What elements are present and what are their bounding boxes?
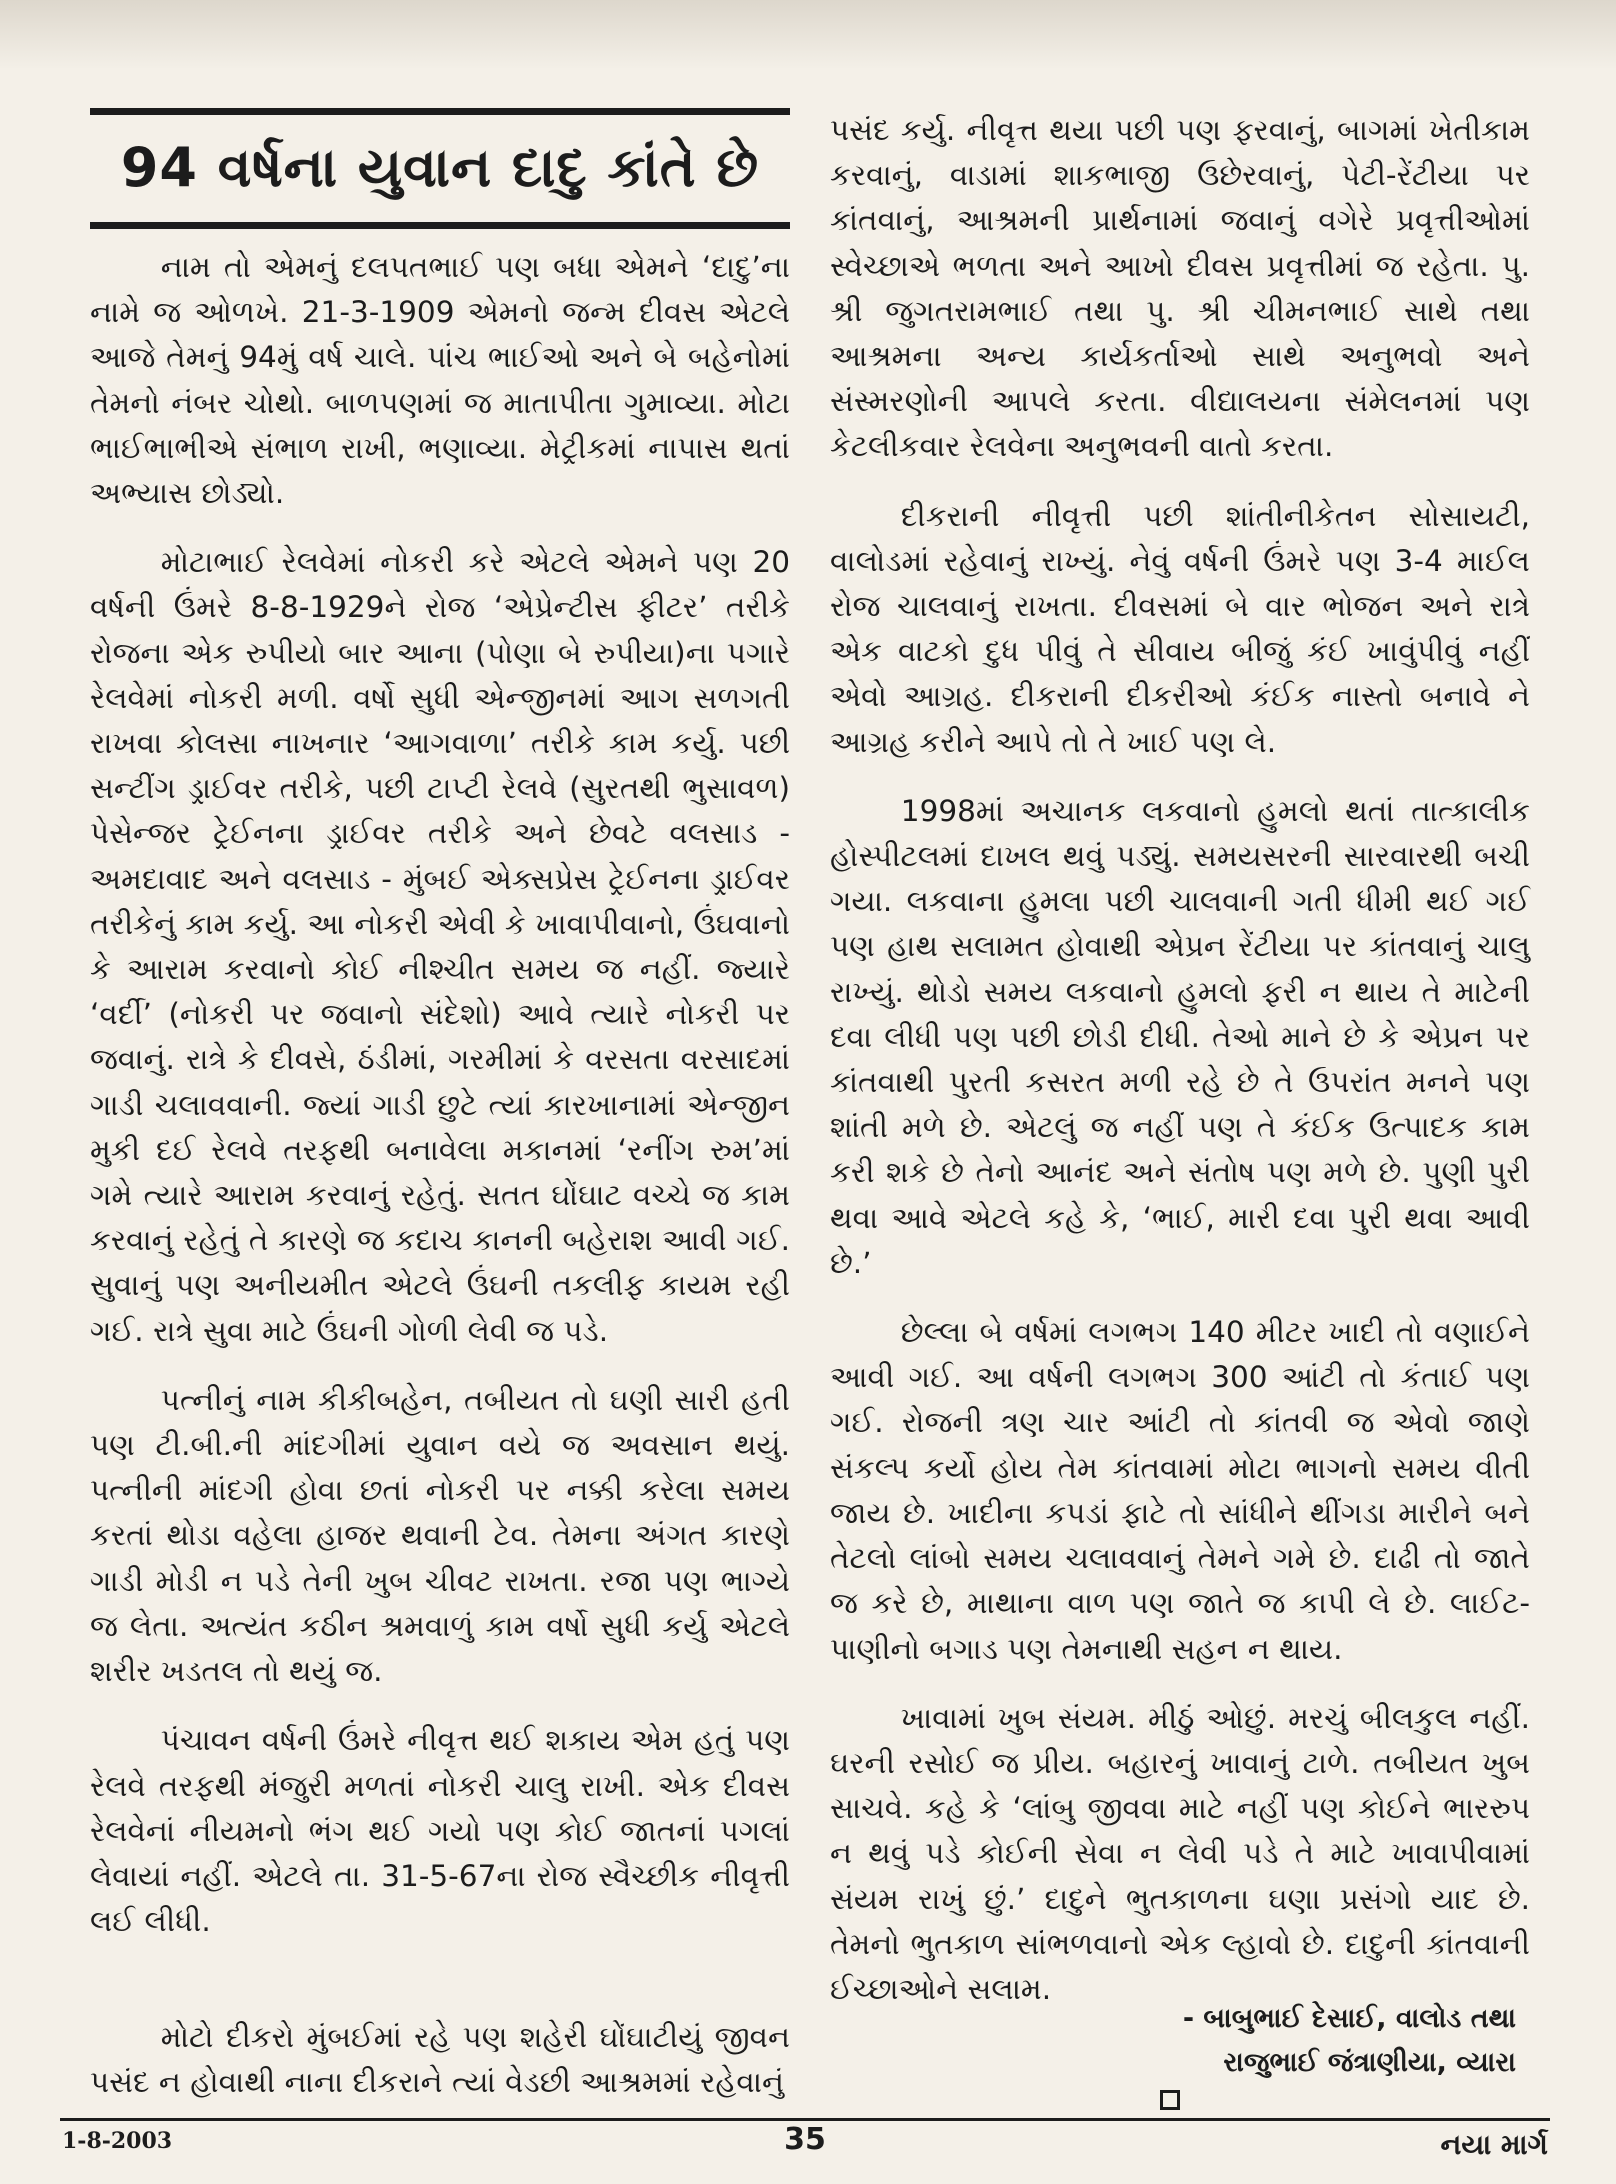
paragraph: પસંદ કર્યુ. નીવૃત્ત થયા પછી પણ ફરવાનું, બાગમાં ખેતીકામ કરવાનું, વાડામાં શાકભાજી ઉછેરવાનું, પેટી-રેંટીયા પર કાંતવાનું, આશ્રમની પ્રાર્થનામાં જવાનું વગેરે પ્રવૃત્તીઓમાં સ્વેચ્છાએ ભળતા અને આખો દીવસ પ્રવૃત્તીમાં જ રહેતા. પુ. શ્રી જુગતરામભાઈ તથા પુ. શ્રી ચીમનભાઈ સાથે તથા આશ્રમના અન્ય કાર્યકર્તાઓ સાથે અનુભવો અને સંસ્મરણોની આપલે કરતા. વીદ્યાલયના સંમેલનમાં પણ કેટલીકવાર રેલવેના અનુભવની વાતો કરતા.	[830, 113, 1530, 464]
paragraph: ખાવામાં ખુબ સંયમ. મીઠું ઓછું. મરચું બીલકુલ નહીં. ઘરની રસોઈ જ પ્રીય. બહારનું ખાવાનું ટાળે. તબીયત ખુબ સાચવે. કહે કે ‘લાંબુ જીવવા માટે નહીં પણ કોઈને ભારરુપ ન થવું પડે કોઈની સેવા ન લેવી પડે તે માટે ખાવાપીવામાં સંયમ રાખું છું.’ દાદુને ભુતકાળના ઘણા પ્રસંગો યાદ છે. તેમનો ભુતકાળ સાંભળવાનો એક લ્હાવો છે. દાદુની કાંતવાની ઈચ્છાઓને સલામ.	[830, 1700, 1530, 2006]
page-number: 35	[784, 2122, 826, 2157]
paragraph: 1998માં અચાનક લકવાનો હુમલો થતાં તાત્કાલીક હોસ્પીટલમાં દાખલ થવું પડ્યું. સમયસરની સારવારથી બચી ગયા. લકવાના હુમલા પછી ચાલવાની ગતી ધીમી થઈ ગઈ પણ હાથ સલામત હોવાથી એપ્રન રેંટીયા પર કાંતવાનું ચાલુ રાખ્યું. થોડો સમય લકવાનો હુમલો ફરી ન થાય તે માટેની દવા લીધી પણ પછી છોડી દીધી. તેઓ માને છે કે એપ્રન પર કાંતવાથી પુરતી કસરત મળી રહે છે તે ઉપરાંત મનને પણ શાંતી મળે છે. એટલું જ નહીં પણ તે કંઈક ઉત્પાદક કામ કરી શકે છે તેનો આનંદ અને સંતોષ પણ મળે છે. પુણી પુરી થવા આવે એટલે કહે કે, ‘ભાઈ, મારી દવા પુરી થવા આવી છે.’	[830, 793, 1530, 1280]
paragraph: મોટાભાઈ રેલવેમાં નોકરી કરે એટલે એમને પણ 20 વર્ષની ઉંમરે 8-8-1929ને રોજ ‘એપ્રેન્ટીસ ફીટર’ તરીકે રોજના એક રુપીયો બાર આના (પોણા બે રુપીયા)ના પગારે રેલવેમાં નોકરી મળી. વર્ષો સુધી એન્જીનમાં આગ સળગતી રાખવા કોલસા નાખનાર ‘આગવાળા’ તરીકે કામ કર્યુ. પછી સન્ટીંગ ડ્રાઈવર તરીકે, પછી ટાપ્ટી રેલવે (સુરતથી ભુસાવળ) પેસેન્જર ટ્રેઈનના ડ્રાઈવર તરીકે અને છેવટે વલસાડ - અમદાવાદ અને વલસાડ - મુંબઈ એક્સપ્રેસ ટ્રેઈનના ડ્રાઈવર તરીકેનું કામ કર્યુ. આ નોકરી એવી કે ખાવાપીવાનો, ઉંઘવાનો કે આરામ કરવાનો કોઈ નીશ્ચીત સમય જ નહીં. જ્યારે ‘વર્દી’ (નોકરી પર જવાનો સંદેશો) આવે ત્યારે નોકરી પર જવાનું. રાત્રે કે દીવસે, ઠંડીમાં, ગરમીમાં કે વરસતા વરસાદમાં ગાડી ચલાવવાની. જ્યાં ગાડી છુટે ત્યાં કારખાનામાં એન્જીન મુકી દઈ રેલવે તરફથી બનાવેલા મકાનમાં ‘રનીંગ રુમ’માં ગમે ત્યારે આરામ કરવાનું રહેતું. સતત ઘોંઘાટ વચ્ચે જ કામ કરવાનું રહેતું તે કારણે જ કદાચ કાનની બહેરાશ આવી ગઈ. સુવાનું પણ અનીયમીત એટલે ઉંઘની તકલીફ કાયમ રહી ગઈ. રાત્રે સુવા માટે ઉંઘની ગોળી લેવી જ પડે.	[90, 545, 790, 1348]
left-column-bottom	[90, 2015, 790, 2105]
right-column	[830, 108, 1530, 2012]
end-mark-icon	[1160, 2090, 1180, 2110]
author-signature-2: રાજુભાઈ જંત્રાણીયા, વ્યારા	[1223, 2047, 1516, 2078]
paragraph: પત્નીનું નામ કીકીબહેન, તબીયત તો ઘણી સારી હતી પણ ટી.બી.ની માંદગીમાં યુવાન વયે જ અવસાન થયું. પત્નીની માંદગી હોવા છતાં નોકરી પર નક્કી કરેલા સમય કરતાં થોડા વહેલા હાજર થવાની ટેવ. તેમના અંગત કારણે ગાડી મોડી ન પડે તેની ખુબ ચીવટ રાખતા. રજા પણ ભાગ્યે જ લેતા. અત્યંત કઠીન શ્રમવાળું કામ વર્ષો સુધી કર્યુ એટલે શરીર ખડતલ તો થયું જ.	[90, 1382, 790, 1689]
headline-top-rule	[90, 108, 790, 115]
top-scan-strip	[0, 0, 1616, 70]
paragraph: દીકરાની નીવૃત્તી પછી શાંતીનીકેતન સોસાયટી, વાલોડમાં રહેવાનું રાખ્યું. નેવું વર્ષની ઉંમરે પણ 3-4 માઈલ રોજ ચાલવાનું રાખતા. દીવસમાં બે વાર ભોજન અને રાત્રે એક વાટકો દુધ પીવું તે સીવાય બીજું કંઈ ખાવુંપીવું નહીં એવો આગ્રહ. દીકરાની દીકરીઓ કંઈક નાસ્તો બનાવે ને આગ્રહ કરીને આપે તો તે ખાઈ પણ લે.	[830, 498, 1530, 759]
footer-rule	[60, 2118, 1550, 2121]
paragraph: નામ તો એમનું દલપતભાઈ પણ બધા એમને ‘દાદુ’ના નામે જ ઓળખે. 21-3-1909 એમનો જન્મ દીવસ એટલે આજે તેમનું 94મું વર્ષ ચાલે. પાંચ ભાઈઓ અને બે બહેનોમાં તેમનો નંબર ચોથો. બાળપણમાં જ માતાપીતા ગુમાવ્યા. મોટા ભાઈભાભીએ સંભાળ રાખી, ભણાવ્યા. મેટ્રીકમાં નાપાસ થતાં અભ્યાસ છોડ્યો.	[90, 250, 790, 511]
issue-date: 1-8-2003	[62, 2128, 173, 2154]
paragraph: મોટો દીકરો મુંબઈમાં રહે પણ શહેરી ઘોંઘાટીયું જીવન પસંદ ન હોવાથી નાના દીકરાને ત્યાં વેડછી આશ્રમમાં રહેવાનું	[90, 2020, 790, 2100]
article-title: 94 વર્ષના યુવાન દાદુ કાંતે છે	[120, 136, 760, 199]
paragraph: છેલ્લા બે વર્ષમાં લગભગ 140 મીટર ખાદી તો વણાઈને આવી ગઈ. આ વર્ષની લગભગ 300 આંટી તો કંતાઈ પણ ગઈ. રોજની ત્રણ ચાર આંટી તો કાંતવી જ એવો જાણે સંકલ્પ કર્યો હોય તેમ કાંતવામાં મોટા ભાગનો સમય વીતી જાય છે. ખાદીના કપડાં ફાટે તો સાંધીને થીંગડા મારીને બને તેટલો લાંબો સમય ચલાવવાનું તેમને ગમે છે. દાઢી તો જાતે જ કરે છે, માથાના વાળ પણ જાતે જ કાપી લે છે. લાઈટ-પાણીનો બગાડ પણ તેમનાથી સહન ન થાય.	[830, 1315, 1530, 1666]
left-column	[90, 245, 790, 1944]
paragraph: પંચાવન વર્ષની ઉંમરે નીવૃત્ત થઈ શકાય એમ હતું પણ રેલવે તરફથી મંજુરી મળતાં નોકરી ચાલુ રાખી. એક દીવસ રેલવેનાં નીયમનો ભંગ થઈ ગયો પણ કોઈ જાતનાં પગલાં લેવાયાં નહીં. એટલે તા. 31-5-67ના રોજ સ્વૈચ્છીક નીવૃત્તી લઈ લીધી.	[90, 1723, 790, 1939]
magazine-name: નયા માર્ગ	[1440, 2128, 1548, 2161]
author-signature-1: - બાબુભાઈ દેસાઈ, વાલોડ તથા	[1182, 2003, 1516, 2034]
headline-bottom-rule	[90, 222, 790, 229]
